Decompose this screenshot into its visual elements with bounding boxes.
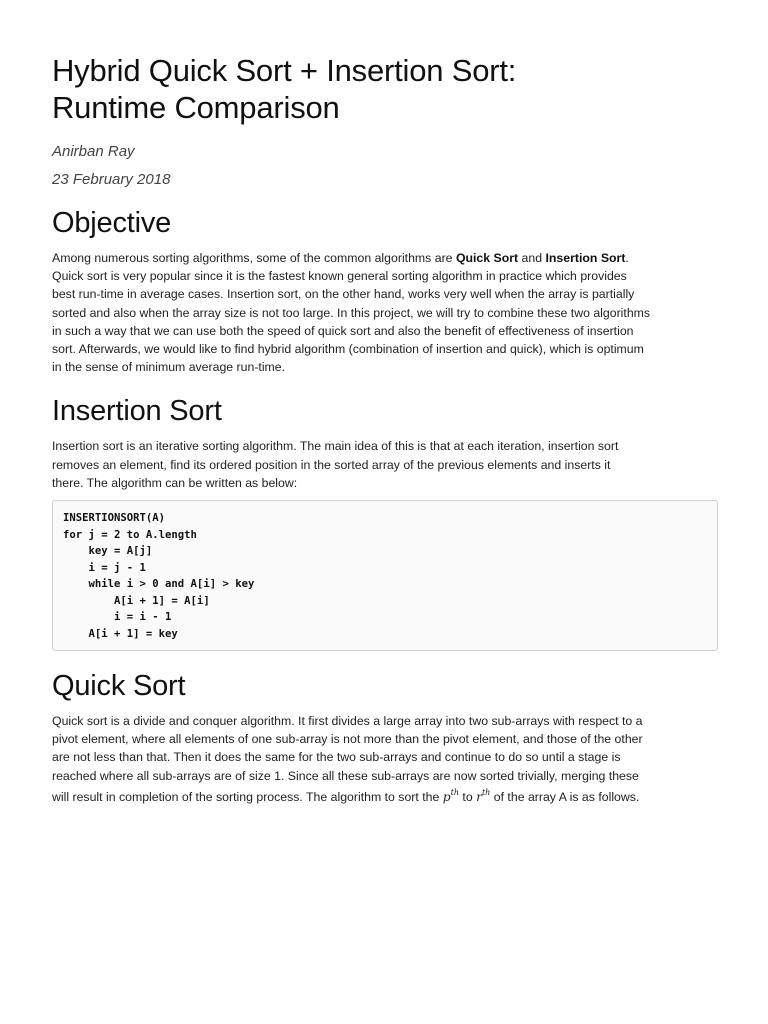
code-line: i = i - 1 [63,611,172,624]
code-line: A[i + 1] = A[i] [63,594,210,607]
objective-line-5: in such a way that we can use both the speed of quick sort and also the benefit of effectiveness of insertion [52,323,634,338]
insertion-line-3: there. The algorithm can be written as below: [52,475,298,490]
quick-line-1: Quick sort is a divide and conquer algorithm. It first divides a large array into two sub-arrays with respect to a [52,714,643,729]
code-line: while i > 0 and A[i] > key [63,578,255,591]
text-run: of the array A is as follows. [490,789,640,804]
math-base: p [442,789,451,804]
objective-line-4: sorted and also when the array size is not too large. In this project, we will try to combine these two algorithms [52,305,651,320]
quick-line-3: are not less than that. Then it does the same for the two sub-arrays and continue to do so until a stage is [52,750,621,765]
math-superscript: th [481,787,491,797]
title-line-1: Hybrid Quick Sort + Insertion Sort: [52,53,517,88]
math-r-th [476,787,491,804]
date: 23 February 2018 [52,171,171,188]
code-line: for j = 2 to A.length [63,528,197,541]
math-base: r [476,789,482,804]
insertion-line-1: Insertion sort is an iterative sorting algorithm. The main idea of this is that at each iteration, insertion sort [52,439,619,454]
text-run: . [625,251,629,265]
document-page [52,52,718,806]
code-line: key = A[j] [63,545,153,558]
author: Anirban Ray [52,143,135,160]
math-superscript: th [450,787,459,797]
insertion-paragraph [52,437,718,492]
objective-line-3: best run-time in average cases. Insertion sort, on the other hand, works very well when the array is partially [52,287,635,302]
text-run: will result in completion of the sorting process. The algorithm to sort the [52,789,443,804]
quick-line-4: reached where all sub-arrays are of size 1. Since all these sub-arrays are now sorted trivially, merging these [52,768,639,783]
title-line-2: Runtime Comparison [52,90,340,125]
insertion-sort-code-block [52,500,718,651]
bold-term-insertion-sort: Insertion Sort [545,251,626,265]
document-title [52,52,718,126]
quick-sort-paragraph [52,712,718,806]
section-heading-objective: Objective [52,207,172,239]
section-heading-quick-sort: Quick Sort [52,670,186,703]
text-run: Among numerous sorting algorithms, some of the common algorithms are [52,251,456,265]
bold-term-quick-sort: Quick Sort [455,251,519,265]
objective-line-6: sort. Afterwards, we would like to find hybrid algorithm (combination of insertion and quick), which is optimum [52,342,644,357]
insertion-line-2: removes an element, find its ordered position in the sorted array of the previous elements and inserts it [52,457,611,472]
objective-line-7: in the sense of minimum average run-time. [52,360,286,375]
objective-paragraph [52,249,718,376]
code-line: A[i + 1] = key [63,627,178,640]
text-run: and [518,251,546,265]
code-line: i = j - 1 [63,561,146,574]
text-run: to [458,789,477,804]
math-p-th [442,787,459,804]
section-heading-insertion-sort: Insertion Sort [52,395,222,428]
quick-line-5 [52,787,640,804]
code-line: INSERTIONSORT(A) [63,512,166,525]
objective-line-2: Quick sort is very popular since it is the fastest known general sorting algorithm in practice which provides [52,269,627,284]
objective-line-1 [52,251,629,265]
quick-line-2: pivot element, where all elements of one sub-array is not more than the pivot element, and those of the other [52,732,643,747]
